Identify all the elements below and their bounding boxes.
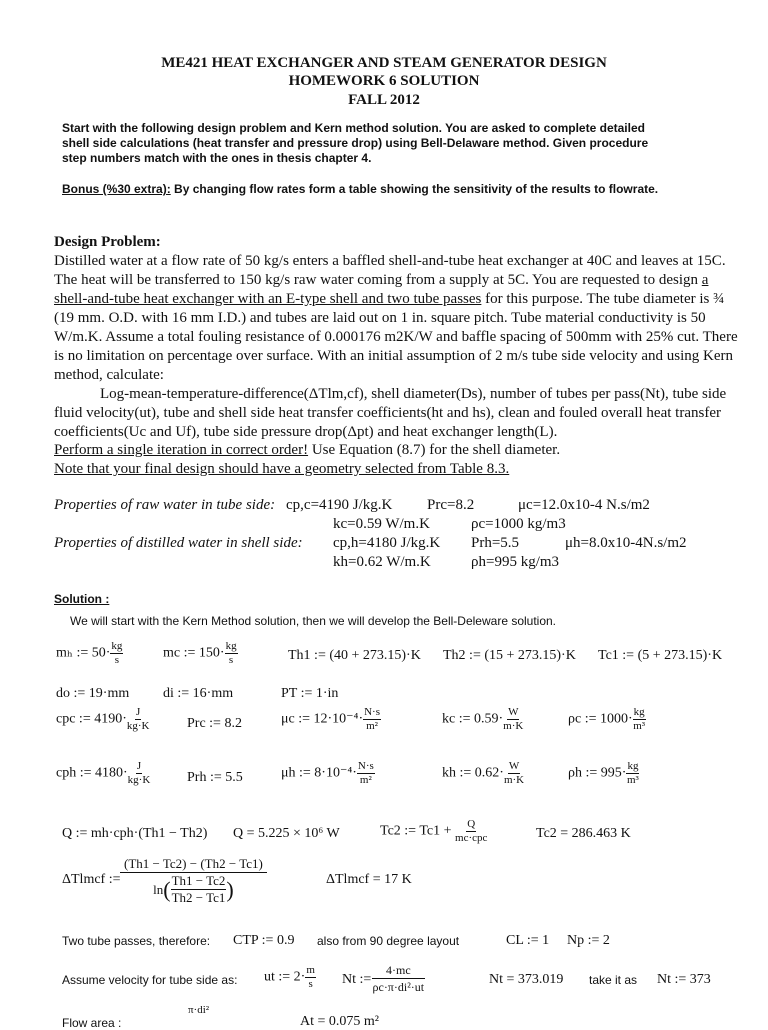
problem-line-2-underlined: a [701,272,709,288]
eq-rhoh: ρh := 995· $\frac{kg}{\text{m³}}$ [568,760,639,786]
title-term: FALL 2012 [348,92,420,108]
problem-line-5: W/m.K. Assume a total fouling resistance of 0.000176 m2K/W and baffle spacing of 500mm with 25% cut. There [54,329,738,345]
dist-pr: Prh=5.5 [471,535,520,551]
eq-at-numerator: π·di² [188,1004,210,1016]
dist-rho: ρh=995 kg/m3 [471,554,560,570]
problem-line-6: is no limitation on percentage over surface. With an initial assumption of 2 m/s tube side velocity and using Kern [54,348,733,364]
problem-line-10: coefficients(Uc and Uf), tube side pressure drop(Δpt) and heat exchanger length(L). [54,424,558,440]
problem-line-3-text: for this purpose. The tube diameter is ¾ [481,291,725,307]
solution-intro: We will start with the Kern Method solution, then we will develop the Bell-Deleware solution. [70,614,557,628]
eq-di: di := 16·mm [163,686,234,701]
eq-nt-value: Nt = 373.019 [489,972,564,987]
assume-velocity-text: Assume velocity for tube side as: [62,973,238,987]
raw-mu: μc=12.0x10-4 N.s/m2 [518,497,650,513]
problem-line-9: fluid velocity(ut), tube and shell side heat transfer coefficients(ht and hs), clean and fouled overall heat transfer [54,405,721,421]
bonus-note [62,182,722,197]
eq-th1: Th1 := (40 + 273.15)·K [288,648,421,663]
eq-tc2-value: Tc2 = 286.463 K [536,826,631,841]
intro-line-1: Start with the following design problem and Kern method solution. You are asked to complete detailed [62,121,645,135]
problem-line-3-underlined: shell-and-tube heat exchanger with an E-type shell and two tube passes [54,291,482,307]
problem-line-3 [54,290,724,309]
eq-mh: mₕ := 50· $\frac{kg}{s}$ [56,640,123,666]
eq-prh: Prh := 5.5 [187,770,243,785]
eq-muh: μh := 8·10⁻⁴· $\frac{N\cdot s}{\text{m²}}$ [281,760,374,786]
eq-muc: μc := 12·10⁻⁴· $\frac{N\cdot s}{\text{m²}}$ [281,706,380,732]
distilled-water-label: Properties of distilled water in shell side: [54,535,303,551]
eq-do: do := 19·mm [56,686,130,701]
problem-line-7: method, calculate: [54,367,164,383]
problem-line-8: Log-mean-temperature-difference(ΔTlm,cf), shell diameter(Ds), number of tubes per pass(Nt), tube side [100,386,727,402]
eq-pt: PT := 1·in [281,686,339,701]
bonus-text: By changing flow rates form a table showing the sensitivity of the results to flowrate. [170,182,659,196]
eq-nt-lhs: Nt := [342,972,372,987]
problem-line-11 [54,441,560,460]
problem-line-12: Note that your final design should have a geometry selected from Table 8.3. [54,461,510,477]
eq-at-value: At = 0.075 m² [300,1014,379,1029]
problem-line-4: (19 mm. O.D. with 16 mm I.D.) and tubes are laid out on 1 in. square pitch. Tube material conductivity is 50 [54,310,706,326]
raw-pr: Prc=8.2 [427,497,475,513]
layout-text: also from 90 degree layout [317,934,460,948]
eq-lmtd-lhs: ΔTlmcf := [62,872,121,887]
eq-lmtd: (Th1 − Tc2) − (Th2 − Tc1) ln ( $\frac{Th1 - Tc2}{Th2 - Tc1}$ ) [120,856,267,906]
eq-prc: Prc := 8.2 [187,716,242,731]
eq-kc: kc := 0.59· $\frac{W}{m\cdot K}$ [442,706,524,732]
eq-kh: kh := 0.62· $\frac{W}{m\cdot K}$ [442,760,525,786]
dist-cp: cp,h=4180 J/kg.K [333,535,441,551]
eq-nt: $\frac{4\cdot mc}{\text{ρc·π·di²·ut}}$ [372,963,425,994]
eq-nt-take: Nt := 373 [657,972,711,987]
two-tube-passes-text: Two tube passes, therefore: [62,934,211,948]
take-it-as-text: take it as [589,973,638,987]
eq-ctp: CTP := 0.9 [233,933,295,948]
eq-q-value: Q = 5.225 × 10⁶ W [233,826,340,841]
problem-line-11-underlined: Perform a single iteration in correct order! [54,442,309,458]
raw-k: kc=0.59 W/m.K [333,516,430,532]
eq-mc: mc := 150· $\frac{kg}{s}$ [163,640,237,666]
problem-line-2 [54,271,708,290]
raw-water-label: Properties of raw water in tube side: [54,497,276,513]
raw-cp: cp,c=4190 J/kg.K [286,497,393,513]
problem-line-1: Distilled water at a flow rate of 50 kg/s enters a baffled shell-and-tube heat exchanger at 40C and leaves at 15C. [54,253,726,269]
intro-line-3: step numbers match with the ones in thesis chapter 4. [62,151,372,165]
problem-line-11-text: Use Equation (8.7) for the shell diameter. [308,442,561,458]
raw-rho: ρc=1000 kg/m3 [471,516,566,532]
problem-line-2-text: The heat will be transferred to 150 kg/s raw water coming from a supply at 5C. You are requested to design [54,272,702,288]
eq-cpc: cpc := 4190· $\frac{J}{kg\cdot K}$ [56,706,150,732]
bonus-label: Bonus (%30 extra): [62,182,171,196]
eq-th2: Th2 := (15 + 273.15)·K [443,648,576,663]
title-course: ME421 HEAT EXCHANGER AND STEAM GENERATOR DESIGN [161,55,607,71]
intro-line-2: shell side calculations (heat transfer and pressure drop) using Bell-Delaware method. Given procedure [62,136,649,150]
title-homework: HOMEWORK 6 SOLUTION [288,73,480,89]
dist-mu: μh=8.0x10-4N.s/m2 [565,535,687,551]
eq-tc2: Tc2 := Tc1 + $\frac{Q}{\text{mc·cpc}}$ [380,818,488,844]
eq-q: Q := mh·cph·(Th1 − Th2) [62,826,208,841]
eq-cl: CL := 1 [506,933,550,948]
design-problem-heading: Design Problem: [54,234,161,250]
dist-k: kh=0.62 W/m.K [333,554,431,570]
eq-ut: ut := 2· $\frac{m}{s}$ [264,964,315,990]
eq-np: Np := 2 [567,933,610,948]
eq-lmtd-value: ΔTlmcf = 17 K [326,872,412,887]
solution-heading: Solution : [54,592,110,606]
eq-tc1: Tc1 := (5 + 273.15)·K [598,648,723,663]
flow-area-text: Flow area : [62,1016,122,1030]
eq-cph: cph := 4180· $\frac{J}{kg\cdot K}$ [56,760,151,786]
eq-rhoc: ρc := 1000· $\frac{kg}{\text{m³}}$ [568,706,646,732]
